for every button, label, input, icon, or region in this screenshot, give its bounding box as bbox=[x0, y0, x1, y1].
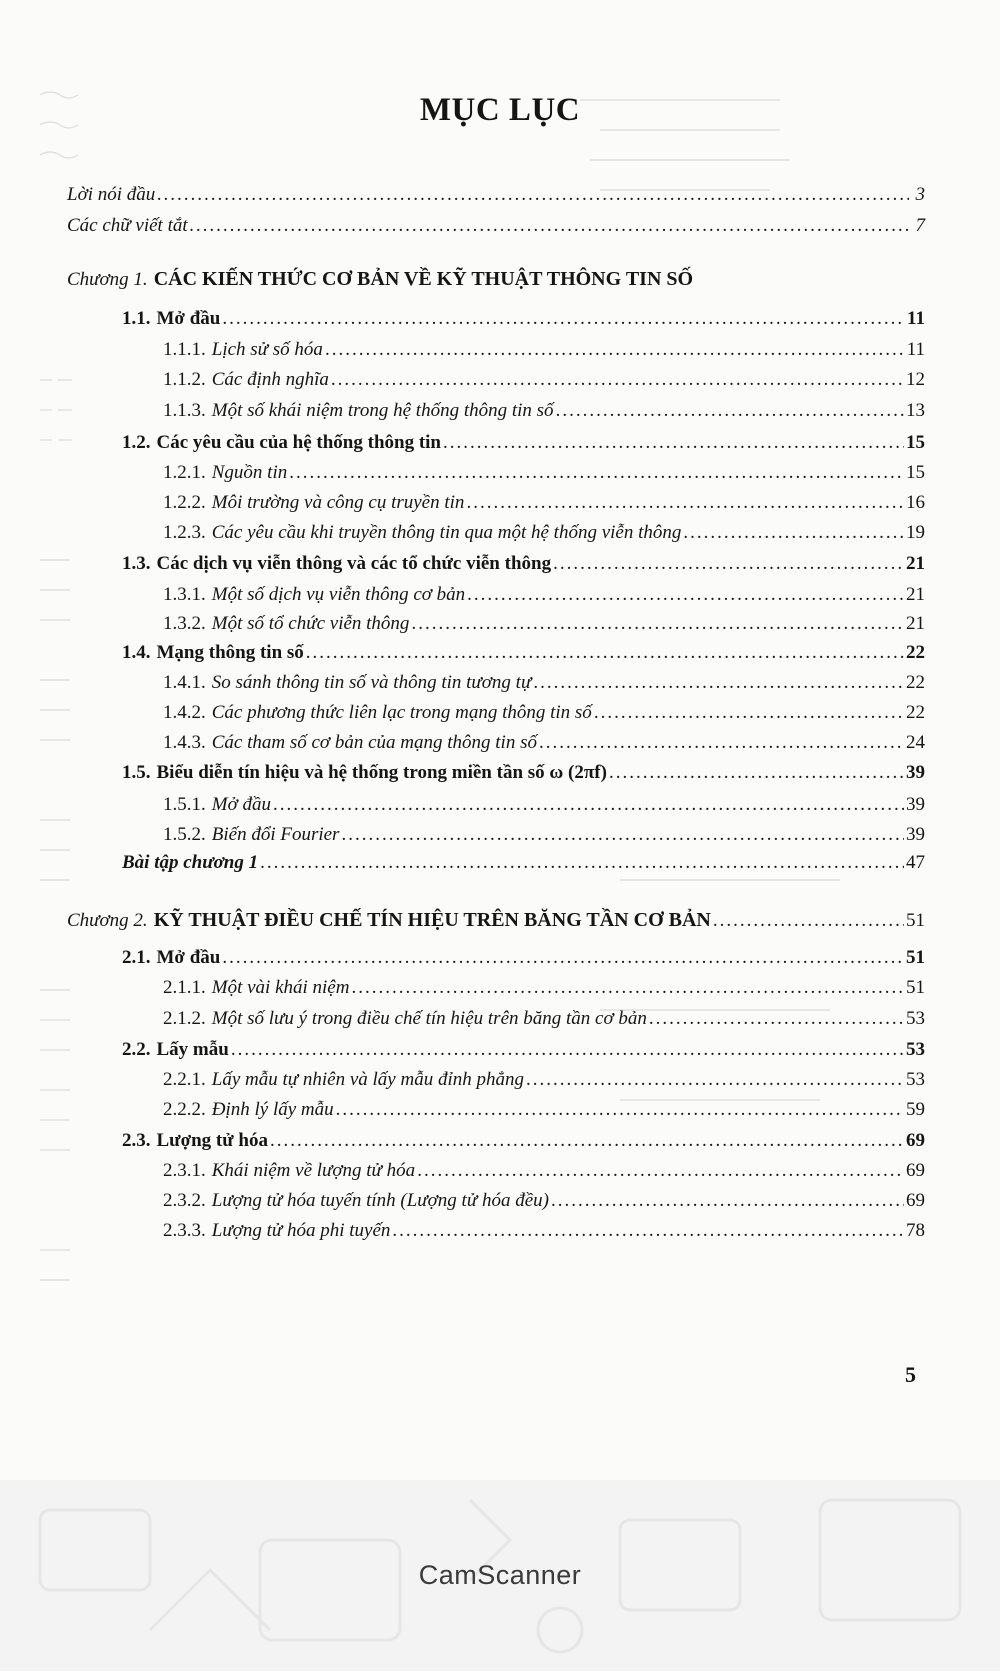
camscanner-brand: CamScanner bbox=[418, 1560, 582, 1590]
toc-entry-title: Các tham số cơ bản của mạng thông tin số bbox=[211, 732, 537, 753]
toc-entry-title: Lấy mẫu tự nhiên và lấy mẫu đỉnh phẳng bbox=[211, 1069, 524, 1090]
toc-entry-page: 16 bbox=[906, 492, 925, 513]
toc-entry-number: 2.1. bbox=[122, 947, 151, 968]
toc-entry bbox=[163, 460, 925, 486]
toc-entry-page: 22 bbox=[906, 642, 925, 663]
dot-leader bbox=[713, 908, 904, 934]
toc-entry-page: 51 bbox=[906, 910, 925, 931]
dot-leader bbox=[443, 430, 904, 456]
toc-entry-number: 2.3. bbox=[122, 1130, 151, 1151]
toc-entry-page: 12 bbox=[906, 369, 925, 390]
toc-entry bbox=[163, 582, 925, 608]
toc-entry-number: 1.4.2. bbox=[163, 702, 206, 723]
toc-entry bbox=[163, 520, 925, 546]
toc-entry-title: Môi trường và công cụ truyền tin bbox=[211, 492, 465, 513]
toc-entry-title: Lời nói đầu bbox=[67, 184, 156, 205]
toc-entry bbox=[163, 1218, 925, 1244]
dot-leader bbox=[351, 975, 904, 1001]
toc-entry-number: 2.1.1. bbox=[163, 977, 206, 998]
toc-entry-number: 1.1.2. bbox=[163, 369, 206, 390]
toc-entry-page: 24 bbox=[906, 732, 925, 753]
toc-entry-title: Mở đầu bbox=[211, 794, 271, 815]
toc-entry bbox=[67, 213, 925, 239]
toc-entry-page: 39 bbox=[906, 824, 925, 845]
toc-entry bbox=[67, 182, 925, 208]
toc-entry-page: 11 bbox=[907, 308, 925, 329]
toc-entry-title: Một số tổ chức viễn thông bbox=[211, 613, 410, 634]
toc-entry-title: Một số dịch vụ viễn thông cơ bản bbox=[211, 584, 466, 605]
toc-entry-title: Lịch sử số hóa bbox=[211, 339, 323, 360]
toc-entry-title: Lượng tử hóa tuyến tính (Lượng tử hóa đều) bbox=[211, 1190, 549, 1211]
toc-entry bbox=[122, 430, 925, 456]
dot-leader bbox=[325, 337, 905, 363]
toc-entry-title: Các dịch vụ viễn thông và các tổ chức viễn thông bbox=[156, 553, 552, 574]
toc-entry bbox=[163, 670, 925, 696]
toc-entry-number: 1.5.1. bbox=[163, 794, 206, 815]
toc-entry-number: 2.3.1. bbox=[163, 1160, 206, 1181]
toc-entry-page: 21 bbox=[906, 553, 925, 574]
toc-entry bbox=[163, 611, 925, 637]
toc-entry-page: 59 bbox=[906, 1099, 925, 1120]
toc-entry-number: 2.2.1. bbox=[163, 1069, 206, 1090]
dot-leader bbox=[467, 582, 904, 608]
toc-entry-title: Mở đầu bbox=[156, 947, 221, 968]
toc-entry-page: 53 bbox=[906, 1008, 925, 1029]
toc-entry-number: 1.5. bbox=[122, 762, 151, 783]
toc-entry-title: Các yêu cầu khi truyền thông tin qua một hệ thống viễn thông bbox=[211, 522, 682, 543]
toc-entry-title: Các định nghĩa bbox=[211, 369, 329, 390]
toc-entry bbox=[163, 1158, 925, 1184]
dot-leader bbox=[649, 1006, 904, 1032]
toc-entry-number: 1.2. bbox=[122, 432, 151, 453]
toc-entry-title: Định lý lấy mẫu bbox=[211, 1099, 334, 1120]
toc-entry bbox=[163, 398, 925, 424]
toc-entry-number: 2.2.2. bbox=[163, 1099, 206, 1120]
dot-leader bbox=[222, 945, 904, 971]
dot-leader bbox=[556, 398, 904, 424]
toc-entry bbox=[122, 760, 925, 786]
dot-leader bbox=[551, 1188, 904, 1214]
dot-leader bbox=[331, 367, 904, 393]
dot-leader bbox=[609, 760, 904, 786]
dot-leader bbox=[231, 1037, 904, 1063]
toc-entry bbox=[163, 1097, 925, 1123]
toc-entry-title: So sánh thông tin số và thông tin tương tự bbox=[211, 672, 532, 693]
toc-entry-page: 69 bbox=[906, 1190, 925, 1211]
toc-entry-page: 51 bbox=[906, 977, 925, 998]
toc-entry-number: 2.1.2. bbox=[163, 1008, 206, 1029]
toc-entry-number: Chương 1. bbox=[67, 269, 148, 290]
toc-entry bbox=[163, 822, 925, 848]
toc-entry-page: 22 bbox=[906, 672, 925, 693]
toc-entry bbox=[122, 640, 925, 666]
toc-entry-title: Một số khái niệm trong hệ thống thông tin số bbox=[211, 400, 554, 421]
dot-leader bbox=[594, 700, 904, 726]
dot-leader bbox=[289, 460, 904, 486]
dot-leader bbox=[417, 1158, 904, 1184]
toc-entry-page: 69 bbox=[906, 1130, 925, 1151]
toc-entry-page: 47 bbox=[906, 852, 925, 873]
toc-entry-title: Nguồn tin bbox=[211, 462, 288, 483]
toc-entry-title: Các chữ viết tắt bbox=[67, 215, 188, 236]
toc-entry-number: 1.1. bbox=[122, 308, 151, 329]
dot-leader bbox=[683, 520, 904, 546]
toc-entry-number: 1.2.2. bbox=[163, 492, 206, 513]
toc-entry bbox=[67, 266, 925, 292]
toc-entry bbox=[122, 551, 925, 577]
page-title: MỤC LỤC bbox=[419, 92, 581, 128]
dot-leader bbox=[190, 213, 909, 239]
toc-entry-page: 21 bbox=[906, 584, 925, 605]
toc-entry-title: Các yêu cầu của hệ thống thông tin bbox=[156, 432, 441, 453]
dot-leader bbox=[157, 182, 909, 208]
toc-entry-page: 21 bbox=[906, 613, 925, 634]
toc-entry-page: 51 bbox=[906, 947, 925, 968]
toc-entry bbox=[163, 700, 925, 726]
toc-entry-number: 1.2.3. bbox=[163, 522, 206, 543]
dot-leader bbox=[336, 1097, 904, 1123]
toc-entry-page: 39 bbox=[906, 794, 925, 815]
dot-leader bbox=[341, 822, 904, 848]
toc-entry-title: Biến đổi Fourier bbox=[211, 824, 340, 845]
toc-entry-number: 1.5.2. bbox=[163, 824, 206, 845]
dot-leader bbox=[222, 306, 905, 332]
toc-entry-page: 53 bbox=[906, 1069, 925, 1090]
toc-entry bbox=[122, 1037, 925, 1063]
page-number: 5 bbox=[905, 1362, 916, 1387]
toc-entry-number: 2.2. bbox=[122, 1039, 151, 1060]
toc-entry-page: 3 bbox=[915, 184, 925, 205]
toc-entry-page: 53 bbox=[906, 1039, 925, 1060]
toc-entry-number: 1.3.1. bbox=[163, 584, 206, 605]
toc-entry-number: 1.1.1. bbox=[163, 339, 206, 360]
toc-entry-number: 1.4. bbox=[122, 642, 151, 663]
dot-leader bbox=[466, 490, 904, 516]
toc-entry bbox=[122, 945, 925, 971]
toc-entry-title: Khái niệm về lượng tử hóa bbox=[211, 1160, 416, 1181]
toc-entry-number: 2.3.2. bbox=[163, 1190, 206, 1211]
toc-entry-number: 1.1.3. bbox=[163, 400, 206, 421]
toc-entry-page: 15 bbox=[906, 432, 925, 453]
dot-leader bbox=[260, 850, 904, 876]
toc-entry-title: Biểu diễn tín hiệu và hệ thống trong miền tần số ω (2πf) bbox=[156, 762, 607, 783]
toc-entry-title: Lượng tử hóa phi tuyến bbox=[211, 1220, 391, 1241]
dot-leader bbox=[411, 611, 904, 637]
toc-entry-number: 1.3. bbox=[122, 553, 151, 574]
toc-entry-title: KỸ THUẬT ĐIỀU CHẾ TÍN HIỆU TRÊN BĂNG TẦN CƠ BẢN bbox=[153, 909, 711, 931]
toc-entry bbox=[122, 850, 925, 876]
toc-entry bbox=[163, 367, 925, 393]
toc-entry-title: Lấy mẫu bbox=[156, 1039, 229, 1060]
dot-leader bbox=[273, 792, 904, 818]
toc-entry-title: Một số lưu ý trong điều chế tín hiệu trên băng tần cơ bản bbox=[211, 1008, 647, 1029]
toc-entry bbox=[163, 1067, 925, 1093]
dot-leader bbox=[306, 640, 904, 666]
toc-entry-number: 1.4.1. bbox=[163, 672, 206, 693]
toc-entry bbox=[163, 1006, 925, 1032]
toc-entry-page: 22 bbox=[906, 702, 925, 723]
toc-entry-title: Bài tập chương 1 bbox=[122, 852, 259, 873]
toc-entry-page: 7 bbox=[915, 215, 925, 236]
toc-entry bbox=[163, 792, 925, 818]
toc-entry-page: 13 bbox=[906, 400, 925, 421]
toc-entry-title: Một vài khái niệm bbox=[211, 977, 350, 998]
toc-entry bbox=[163, 490, 925, 516]
toc-entry-title: Các phương thức liên lạc trong mạng thông tin số bbox=[211, 702, 592, 723]
toc-entry-page: 15 bbox=[906, 462, 925, 483]
toc-entry bbox=[122, 306, 925, 332]
toc-entry-title: CÁC KIẾN THỨC CƠ BẢN VỀ KỸ THUẬT THÔNG TIN SỐ bbox=[153, 268, 694, 290]
toc-entry bbox=[163, 1188, 925, 1214]
toc-entry-page: 39 bbox=[906, 762, 925, 783]
toc-entry-number: 2.3.3. bbox=[163, 1220, 206, 1241]
toc-entry-page: 19 bbox=[906, 522, 925, 543]
toc-entry bbox=[122, 1128, 925, 1154]
toc-entry bbox=[67, 907, 925, 933]
dot-leader bbox=[539, 730, 904, 756]
toc-entry bbox=[163, 975, 925, 1001]
toc-entry-title: Lượng tử hóa bbox=[156, 1130, 268, 1151]
toc-entry-number: 1.3.2. bbox=[163, 613, 206, 634]
toc-entry bbox=[163, 337, 925, 363]
toc-entry-number: 1.2.1. bbox=[163, 462, 206, 483]
toc-entry bbox=[163, 730, 925, 756]
dot-leader bbox=[553, 551, 904, 577]
dot-leader bbox=[533, 670, 904, 696]
toc-entry-title: Mở đầu bbox=[156, 308, 221, 329]
toc-entry-page: 69 bbox=[906, 1160, 925, 1181]
toc-entry-page: 11 bbox=[906, 339, 925, 360]
dot-leader bbox=[270, 1128, 904, 1154]
toc-entry-number: Chương 2. bbox=[67, 910, 148, 931]
dot-leader bbox=[526, 1067, 904, 1093]
toc-entry-page: 78 bbox=[906, 1220, 925, 1241]
dot-leader bbox=[392, 1218, 904, 1244]
toc-entry-number: 1.4.3. bbox=[163, 732, 206, 753]
toc-entry-title: Mạng thông tin số bbox=[156, 642, 304, 663]
